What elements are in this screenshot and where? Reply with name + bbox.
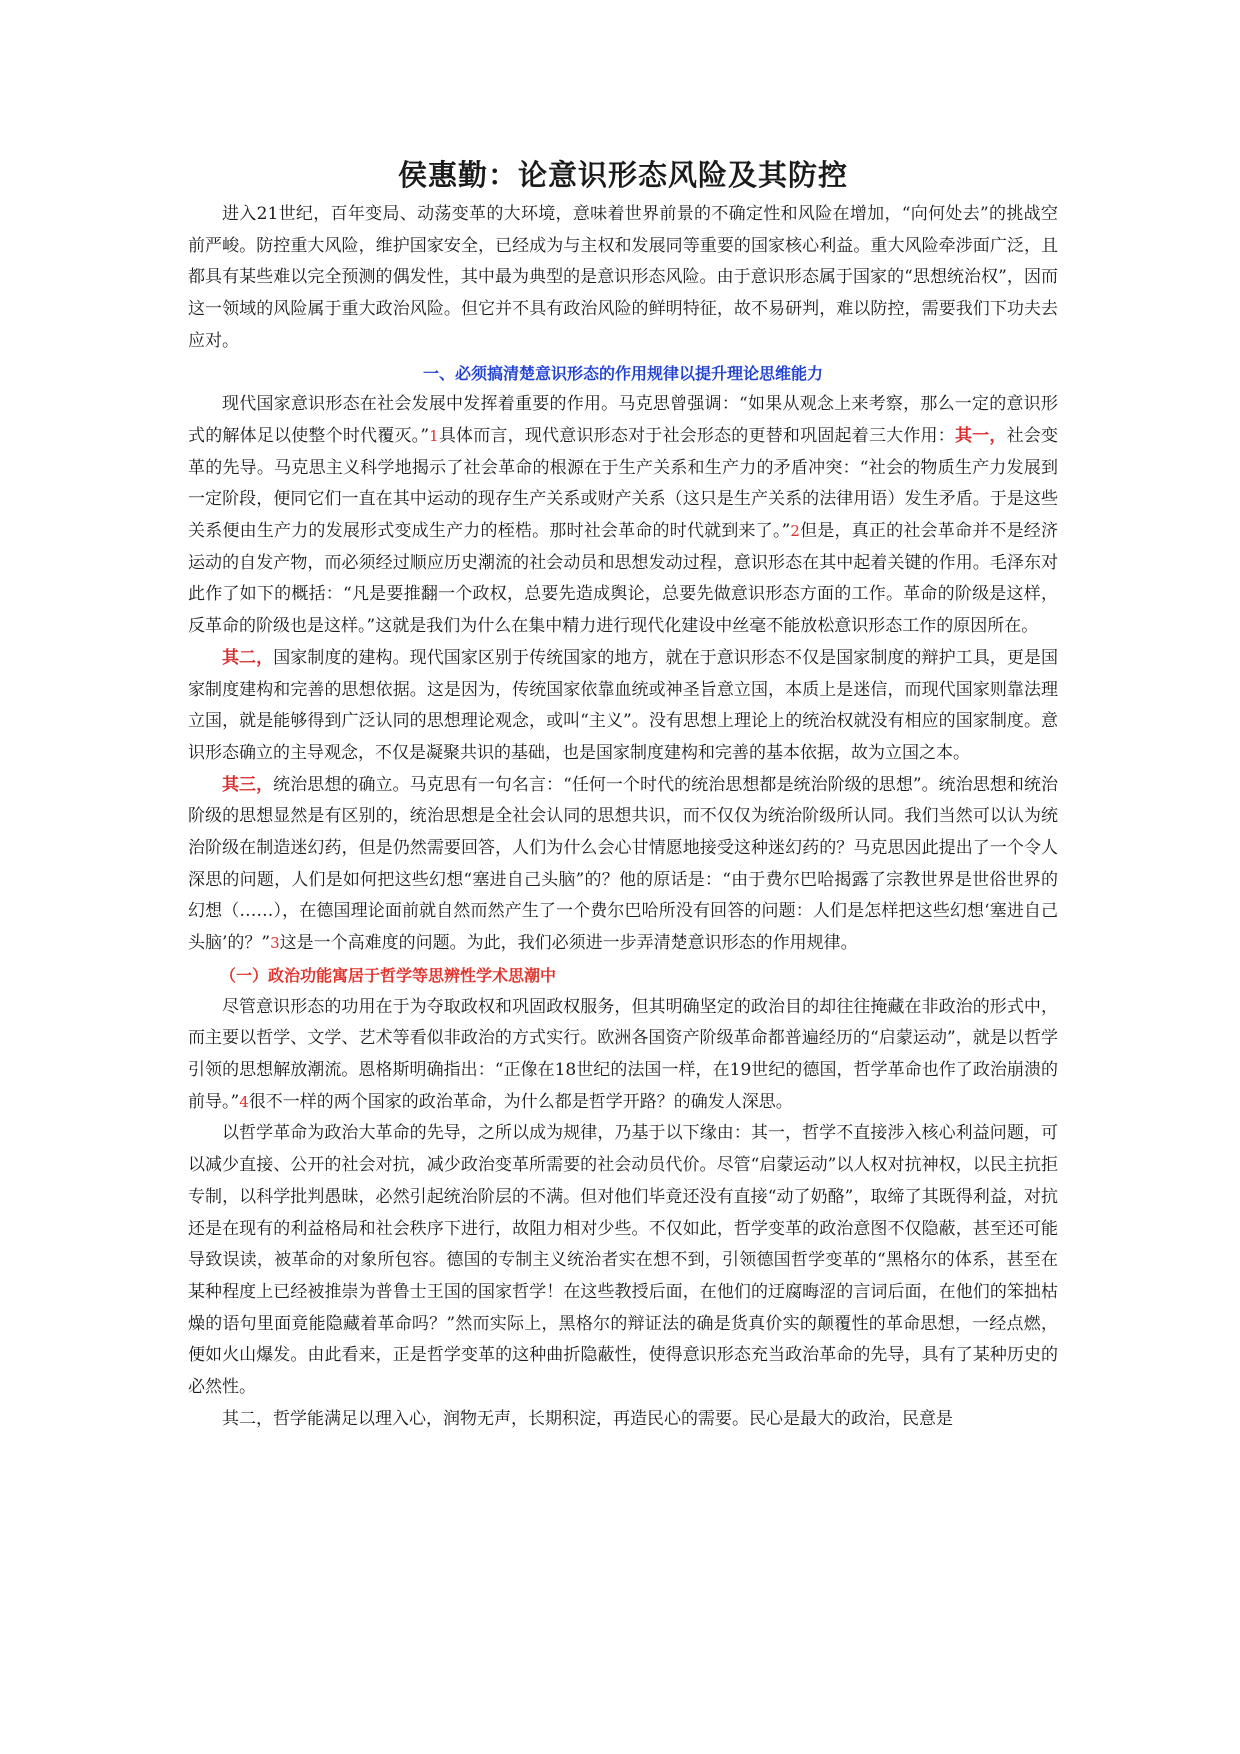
paragraph-ruling-ideas: [188, 770, 1058, 960]
footnote-ref-4[interactable]: 4: [239, 1092, 249, 1111]
paragraph-text: 尽管意识形态的功用在于为夺取政权和巩固政权服务，但其明确坚定的政治目的却往往掩藏在非政治的形式中，而主要以哲学、文学、艺术等看似非政治的方式实行。欧洲各国资产阶级革命都普遍经历的“启蒙运动”，就是以哲学引领的思想解放潮流。恩格斯明确指出：“正像在18世纪的法国一样，在19世纪的德国，哲学革命也作了政治崩溃的前导。”: [188, 996, 1058, 1112]
lead-marker-first: 其一，: [954, 425, 1007, 446]
paragraph-philosophy: [188, 992, 1058, 1119]
paragraph-text: 国家制度的建构。现代国家区别于传统国家的地方，就在于意识形态不仅是国家制度的辩护工具，更是国家制度建构和完善的思想依据。这是因为，传统国家依靠血统或神圣旨意立国，本质上是迷信，而现代国家则靠法理立国，就是能够得到广泛认同的思想理论观念，或叫“主义”。没有思想上理论上的统治权就没有相应的国家制度。意识形态确立的主导观念，不仅是凝聚共识的基础，也是国家制度建构和完善的基本依据，故为立国之本。: [188, 647, 1058, 763]
lead-marker-third: 其三，: [222, 774, 274, 795]
document-page: [188, 155, 1058, 1435]
document-title: 侯惠勤：论意识形态风险及其防控: [397, 158, 848, 192]
footnote-ref-2[interactable]: 2: [790, 522, 800, 541]
paragraph-text: 但是，真正的社会革命并不是经济运动的自发产物，而必须经过顺应历史潮流的社会动员和思想发动过程，意识形态在其中起着关键的作用。毛泽东对此作了如下的概括：“凡是要推翻一个政权，总要先造成舆论，总要先做意识形态方面的工作。革命的阶级是这样，反革命的阶级也是这样。”这就是我们为什么在集中精力进行现代化建设中丝毫不能放松意识形态工作的原因所在。: [188, 521, 1058, 637]
intro-paragraph: 进入21世纪，百年变局、动荡变革的大环境，意味着世界前景的不确定性和风险在增加，“向何处去”的挑战空前严峻。防控重大风险，维护国家安全，已经成为与主权和发展同等重要的国家核心利益。重大风险牵涉面广泛，且都具有某些难以完全预测的偶发性，其中最为典型的是意识形态风险。由于意识形态属于国家的“思想统治权”，因而这一领域的风险属于重大政治风险。但它并不具有政治风险的鲜明特征，故不易研判，难以防控，需要我们下功夫去应对。: [188, 204, 1058, 351]
paragraph-text: 现代国家意识形态在社会发展中发挥着重要的作用。马克思曾强调：“如果从观念上来考察，那么一定的意识形式的解体足以使整个时代覆灭。”: [188, 394, 1058, 446]
paragraph-reasons-first: 以哲学革命为政治大革命的先导，之所以成为规律，乃基于以下缘由：其一，哲学不直接涉入核心利益问题，可以减少直接、公开的社会对抗，减少政治变革所需要的社会动员代价。尽管“启蒙运动”以人权对抗神权，以民主抗拒专制，以科学批判愚昧，必然引起统治阶层的不满。但对他们毕竟还没有直接“动了奶酪”，取缔了其既得利益，对抗还是在现有的利益格局和社会秩序下进行，故阻力相对少些。不仅如此，哲学变革的政治意图不仅隐蔽，甚至还可能导致误读，被革命的对象所包容。德国的专制主义统治者实在想不到，引领德国哲学变革的“黑格尔的体系，甚至在某种程度上已经被推崇为普鲁士王国的国家哲学！在这些教授后面，在他们的迂腐晦涩的言词后面，在他们的笨拙枯燥的语句里面竟能隐藏着革命吗？”然而实际上，黑格尔的辩证法的确是货真价实的颠覆性的革命思想，一经点燃，便如火山爆发。由此看来，正是哲学变革的这种曲折隐蔽性，使得意识形态充当政治革命的先导，具有了某种历史的必然性。: [188, 1123, 1058, 1398]
paragraph-role-overview: [188, 389, 1058, 643]
paragraph-text: 社会变革的先导。马克思主义科学地揭示了社会革命的根源在于生产关系和生产力的矛盾冲突：“社会的物质生产力发展到一定阶段，便同它们一直在其中运动的现存生产关系或财产关系（这只是生产关系的法律用语）发生矛盾。于是这些关系便由生产力的发展形式变成生产力的桎梏。那时社会革命的时代就到来了。”: [188, 425, 1059, 542]
paragraph-text: 统治思想的确立。马克思有一句名言：“任何一个时代的统治思想都是统治阶级的思想”。统治思想和统治阶级的思想显然是有区别的，统治思想是全社会认同的思想共识，而不仅仅为统治阶级所认同。我们当然可以认为统治阶级在制造迷幻药，但是仍然需要回答，人们为什么会心甘情愿地接受这种迷幻药的？马克思因此提出了一个令人深思的问题，人们是如何把这些幻想“塞进自己头脑”的？他的原话是：“由于费尔巴哈揭露了宗教世界是世俗世界的幻想（……），在德国理论面前就自然而然产生了一个费尔巴哈所没有回答的问题：人们是怎样把这些幻想‘塞进自己头脑’的？”: [188, 774, 1059, 954]
paragraph-state-system: [188, 643, 1058, 770]
lead-marker-second: 其二，: [222, 647, 274, 668]
paragraph-text: 具体而言，现代意识形态对于社会形态的更替和巩固起着三大作用：: [438, 425, 955, 446]
footnote-ref-1[interactable]: 1: [429, 426, 439, 445]
footnote-ref-3[interactable]: 3: [270, 934, 280, 953]
paragraph-text: 这是一个高难度的问题。为此，我们必须进一步弄清楚意识形态的作用规律。: [279, 933, 858, 954]
subsection-heading: （一）政治功能寓居于哲学等思辨性学术思潮中: [220, 965, 557, 985]
paragraph-text: 很不一样的两个国家的政治革命，为什么都是哲学开路？的确发人深思。: [248, 1091, 793, 1112]
paragraph-reasons-second: 其二，哲学能满足以理入心，润物无声，长期积淀，再造民心的需要。民心是最大的政治，民意是: [222, 1408, 953, 1429]
section-heading: 一、必须搞清楚意识形态的作用规律以提升理论思维能力: [422, 363, 823, 383]
